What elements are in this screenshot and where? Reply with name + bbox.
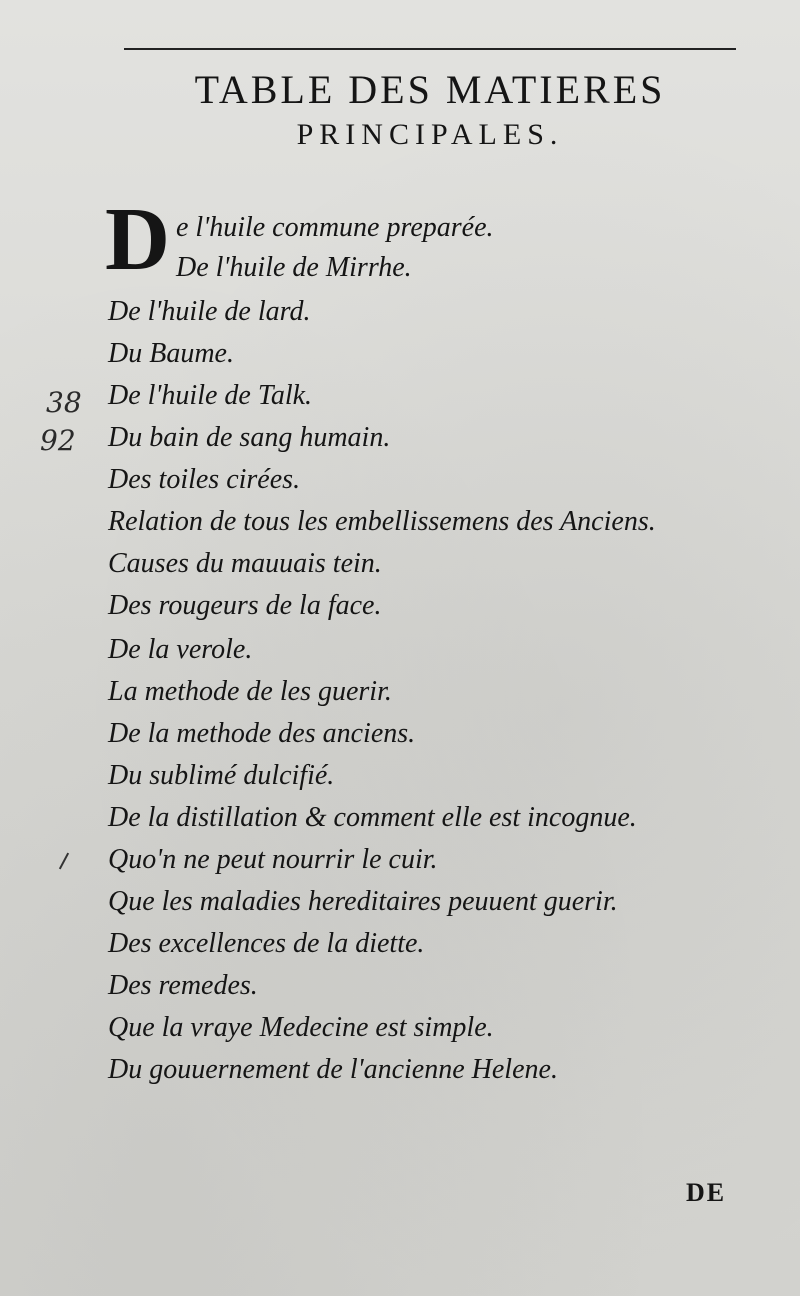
handwritten-margin-note: 92	[40, 424, 76, 457]
toc-entry: Relation de tous les embellissemens des Anciens.	[108, 506, 656, 537]
drop-cap: D	[105, 190, 170, 289]
toc-entry: Des rougeurs de la face.	[108, 590, 382, 621]
toc-entry: Causes du mauuais tein.	[108, 548, 382, 579]
toc-entry: De la verole.	[108, 634, 253, 665]
toc-entry: Des excellences de la diette.	[108, 928, 425, 959]
toc-entry: Que les maladies hereditaires peuuent guerir.	[108, 886, 618, 917]
page-subtitle: PRINCIPALES.	[296, 118, 564, 151]
page-title: TABLE DES MATIERES	[194, 67, 666, 112]
catchword: DE	[686, 1178, 727, 1207]
toc-entry: Que la vraye Medecine est simple.	[108, 1012, 494, 1043]
toc-entry: Quo'n ne peut nourrir le cuir.	[108, 844, 438, 875]
toc-entry: Des remedes.	[108, 970, 258, 1001]
toc-entry: De la distillation & comment elle est incognue.	[108, 802, 637, 833]
toc-entry: De l'huile de Talk.	[108, 380, 313, 411]
toc-entry: De l'huile de Mirrhe.	[176, 252, 412, 283]
toc-entry: Des toiles cirées.	[108, 464, 301, 495]
toc-entry: De l'huile de lard.	[108, 296, 311, 327]
toc-entry: Du sublimé dulcifié.	[108, 760, 335, 791]
toc-entry: Du bain de sang humain.	[108, 422, 391, 453]
toc-entry: Du gouuernement de l'ancienne Helene.	[108, 1054, 558, 1085]
toc-entry: De la methode des anciens.	[108, 718, 416, 749]
toc-entry: La methode de les guerir.	[108, 676, 392, 707]
handwritten-margin-note: 38	[46, 386, 82, 419]
toc-entry: Du Baume.	[108, 338, 234, 369]
toc-entry: e l'huile commune preparée.	[176, 212, 494, 243]
